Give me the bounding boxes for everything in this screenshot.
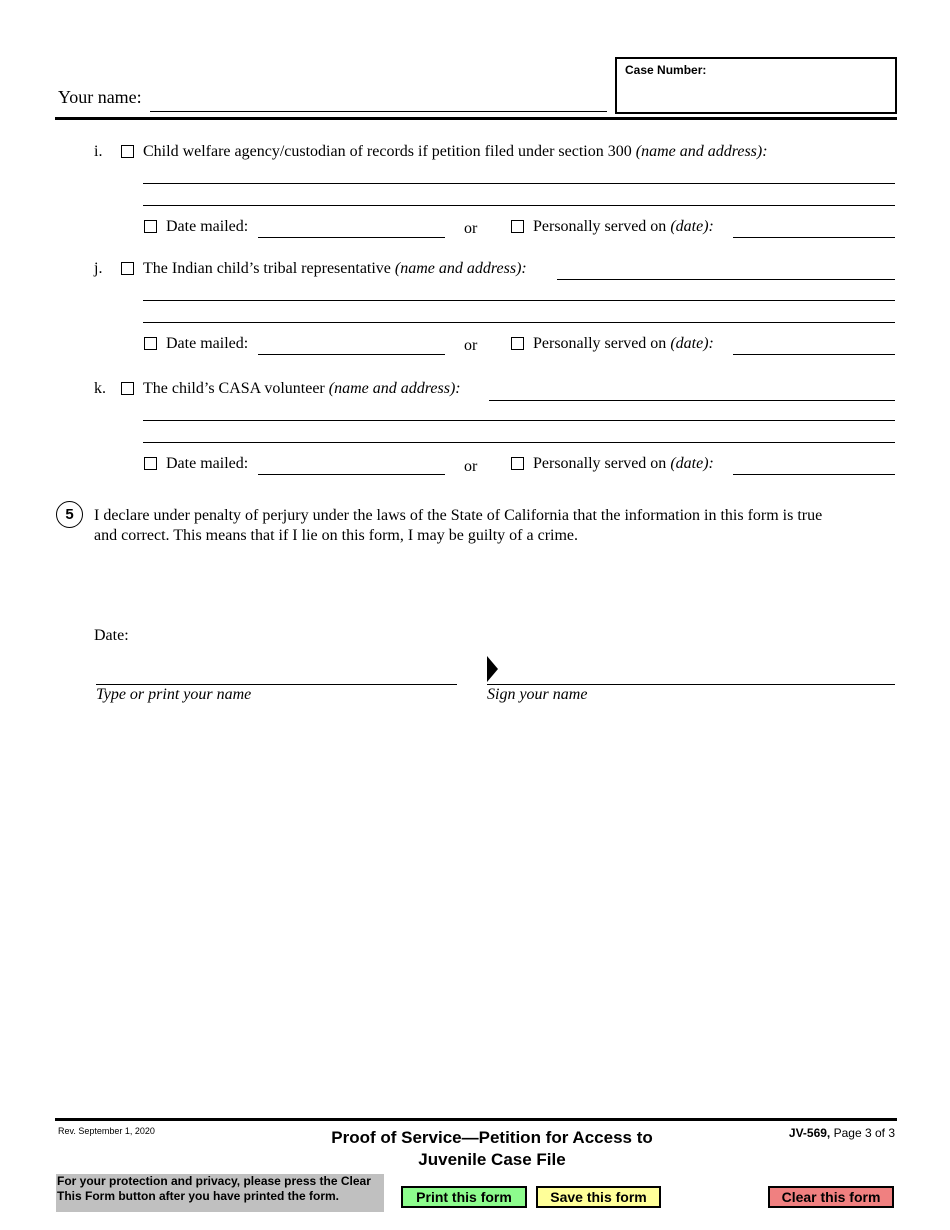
- item-k-address-line[interactable]: [143, 420, 895, 421]
- item-k-mailed-checkbox[interactable]: [144, 457, 157, 470]
- item-k-name-field[interactable]: [489, 400, 895, 401]
- item-j-label: The Indian child’s tribal representative: [143, 260, 391, 277]
- item-j-address-line[interactable]: [143, 300, 895, 301]
- served-text: Personally served on: [533, 335, 667, 352]
- print-name-field[interactable]: [96, 684, 457, 685]
- case-number-box[interactable]: [615, 57, 897, 114]
- item-j-text: [143, 260, 527, 278]
- item-k-checkbox[interactable]: [121, 382, 134, 395]
- your-name-field[interactable]: [150, 111, 607, 112]
- item-k-label: The child’s CASA volunteer: [143, 380, 325, 397]
- form-id: [789, 1126, 895, 1140]
- item-j-letter: j.: [94, 260, 103, 277]
- privacy-note-line-1: For your protection and privacy, please press the Clear: [57, 1174, 371, 1188]
- item-j-checkbox[interactable]: [121, 262, 134, 275]
- served-label: [533, 335, 714, 353]
- served-label: [533, 218, 714, 236]
- footer-rule: [55, 1118, 897, 1121]
- print-name-label: Type or print your name: [96, 686, 252, 703]
- declaration-line-2: and correct. This means that if I lie on this form, I may be guilty of a crime.: [94, 527, 579, 544]
- or-label: or: [464, 337, 478, 354]
- signature-field[interactable]: [487, 684, 895, 685]
- item-i-text: [143, 143, 768, 161]
- clear-form-button[interactable]: Clear this form: [768, 1186, 894, 1208]
- item-j-date-mailed-field[interactable]: [258, 354, 445, 355]
- served-label: [533, 455, 714, 473]
- section-number-5: 5: [56, 501, 83, 528]
- item-j-served-checkbox[interactable]: [511, 337, 524, 350]
- or-label: or: [464, 458, 478, 475]
- case-number-label: Case Number:: [625, 63, 707, 77]
- privacy-note: [56, 1174, 384, 1212]
- item-k-letter: k.: [94, 380, 106, 397]
- item-j-address-line[interactable]: [143, 322, 895, 323]
- item-j-italic: (name and address):: [394, 260, 527, 277]
- served-italic: (date):: [670, 455, 714, 472]
- date-mailed-label: Date mailed:: [166, 218, 249, 235]
- item-j-mailed-checkbox[interactable]: [144, 337, 157, 350]
- header-rule: [55, 117, 897, 120]
- item-k-date-mailed-field[interactable]: [258, 474, 445, 475]
- item-i-label: Child welfare agency/custodian of records if petition filed under section 300: [143, 143, 632, 160]
- form-title: [292, 1127, 692, 1171]
- date-mailed-label: Date mailed:: [166, 455, 249, 472]
- date-label: Date:: [94, 627, 129, 644]
- item-k-italic: (name and address):: [328, 380, 461, 397]
- or-label: or: [464, 220, 478, 237]
- item-k-address-line[interactable]: [143, 442, 895, 443]
- your-name-label: Your name:: [58, 87, 142, 107]
- item-k-served-checkbox[interactable]: [511, 457, 524, 470]
- item-i-letter: i.: [94, 143, 103, 160]
- signature-label: Sign your name: [487, 686, 588, 703]
- form-number: JV-569,: [788, 1126, 831, 1140]
- form-title-line-2: Juvenile Case File: [418, 1150, 566, 1169]
- item-j-served-date-field[interactable]: [733, 354, 895, 355]
- print-form-button[interactable]: Print this form: [401, 1186, 527, 1208]
- served-italic: (date):: [670, 335, 714, 352]
- item-k-served-date-field[interactable]: [733, 474, 895, 475]
- revision-date: Rev. September 1, 2020: [58, 1126, 155, 1136]
- item-i-date-mailed-field[interactable]: [258, 237, 445, 238]
- date-mailed-label: Date mailed:: [166, 335, 249, 352]
- item-i-address-line[interactable]: [143, 205, 895, 206]
- signature-arrow-icon: [487, 656, 499, 682]
- item-k-text: [143, 380, 461, 398]
- item-i-served-checkbox[interactable]: [511, 220, 524, 233]
- item-j-name-field[interactable]: [557, 279, 895, 280]
- item-i-address-line[interactable]: [143, 183, 895, 184]
- item-i-mailed-checkbox[interactable]: [144, 220, 157, 233]
- declaration-line-1: I declare under penalty of perjury under the laws of the State of California that the information in this form is true: [94, 507, 823, 524]
- served-text: Personally served on: [533, 455, 667, 472]
- form-title-line-1: Proof of Service—Petition for Access to: [331, 1128, 653, 1147]
- privacy-note-line-2: This Form button after you have printed the form.: [57, 1189, 340, 1203]
- served-italic: (date):: [670, 218, 714, 235]
- page-info: Page 3 of 3: [833, 1126, 895, 1140]
- served-text: Personally served on: [533, 218, 667, 235]
- item-i-checkbox[interactable]: [121, 145, 134, 158]
- item-i-italic: (name and address):: [635, 143, 768, 160]
- item-i-served-date-field[interactable]: [733, 237, 895, 238]
- save-form-button[interactable]: Save this form: [536, 1186, 661, 1208]
